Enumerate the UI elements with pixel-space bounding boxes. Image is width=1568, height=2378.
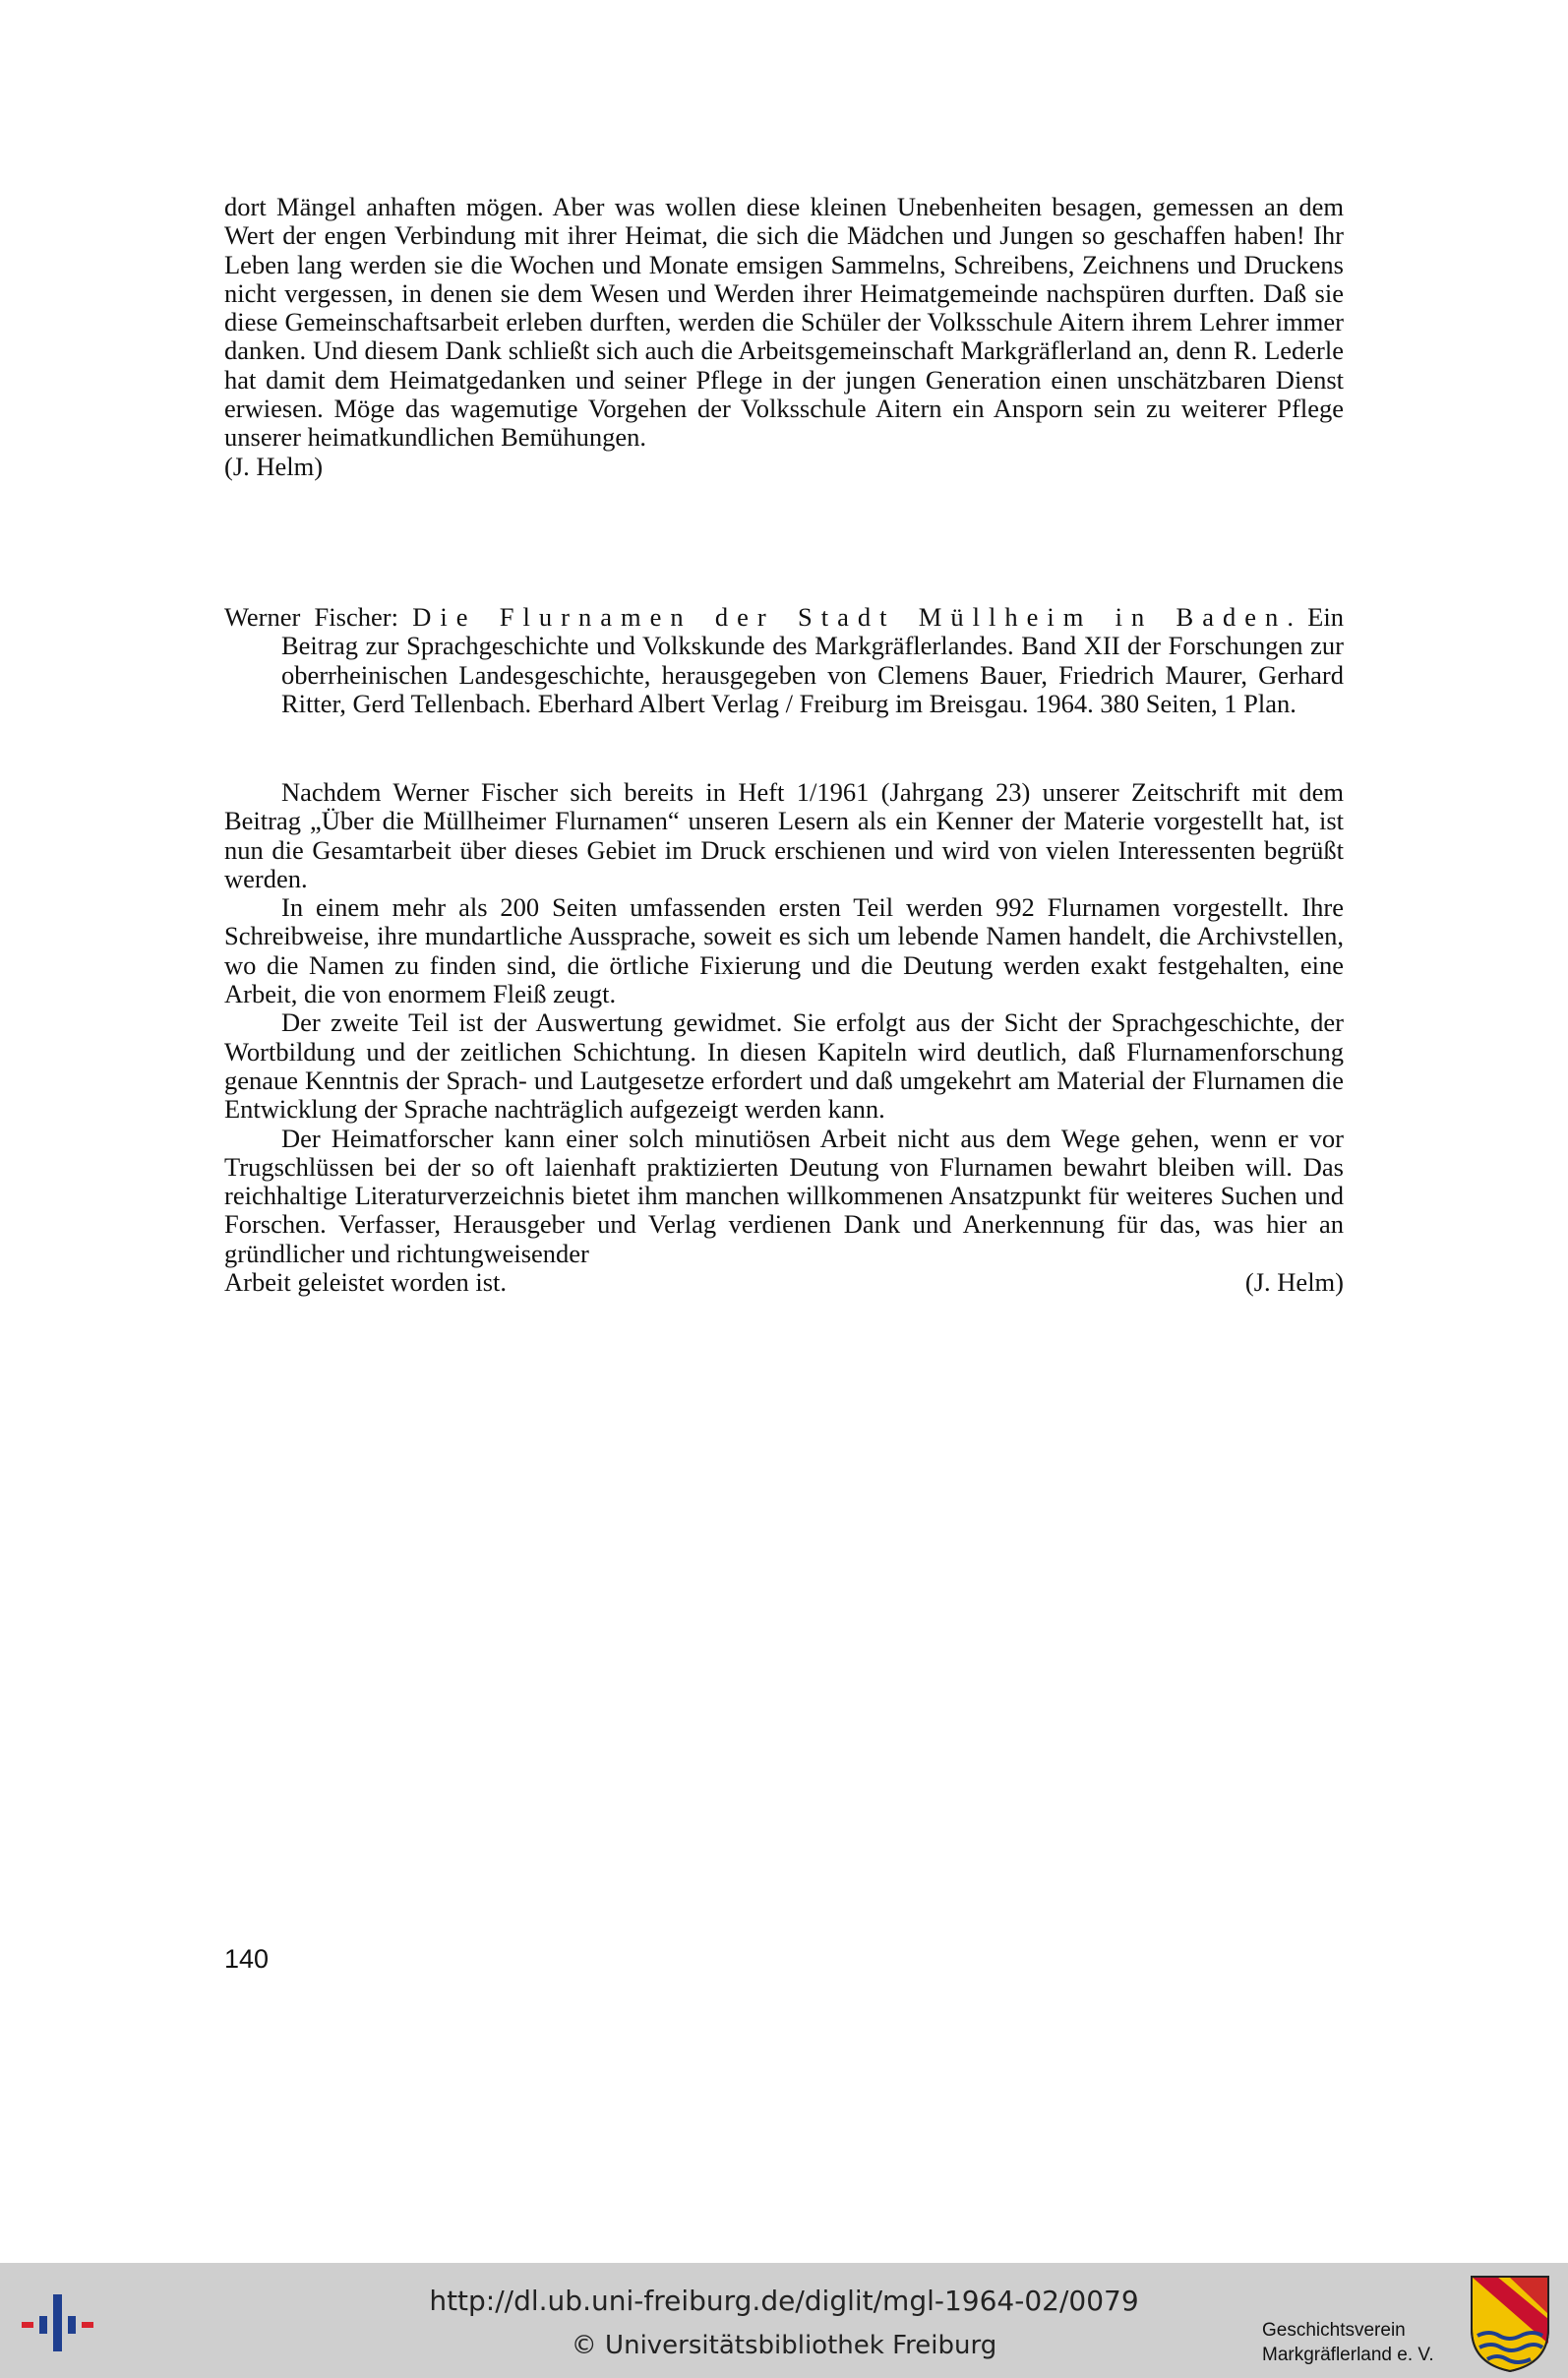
review-last-line	[224, 1268, 1344, 1297]
review-paragraph: Der zweite Teil ist der Auswertung gewidmet. Sie erfolgt aus der Sicht der Sprachgeschichte, der Wortbildung und der zeitlichen Schichtung. In diesen Kapiteln wird deutlich, daß Flurnamenforschung genaue Kenntnis der Sprach- und Lautgesetze erfordert und daß umgekehrt am Material der Flurnamen die Entwicklung der Sprache nachträglich aufgezeigt werden kann.	[224, 1007, 1344, 1125]
book-review	[224, 778, 1344, 1297]
coat-of-arms-icon	[1470, 2275, 1550, 2373]
review-paragraph: Der Heimatforscher kann einer solch minutiösen Arbeit nicht aus dem Wege gehen, wenn er vor Trugschlüssen bei der so oft laienhaft praktizierten Deutung von Flurnamen bewahrt bleiben will. Das reichhaltige Literaturverzeichnis bietet ihm manchen willkommenen Ansatzpunkt für weiteres Suchen und Forschen. Verfasser, Herausgeber und Verlag verdienen Dank und Anerkennung für das, was hier an gründlicher und richtungweisender	[224, 1123, 1344, 1268]
society-name-line1: Geschichtsverein	[1262, 2320, 1406, 2341]
footer-bar	[0, 2263, 1568, 2378]
review-continued	[224, 193, 1344, 481]
book-details: . Ein Beitrag zur Sprachgeschichte und Volkskunde des Markgräflerlandes. Band XII der Forschungen zur oberrheinischen Landesgeschichte, herausgegeben von Clemens Bauer, Friedrich Maurer, Gerhard Ritter, Gerd Tellenbach. Eberhard Albert Verlag / Freiburg im Breisgau. 1964. 380 Seiten, 1 Plan.	[281, 602, 1344, 718]
copyright-notice: © Universitätsbibliothek Freiburg	[571, 2331, 997, 2360]
review-paragraph: In einem mehr als 200 Seiten umfassenden ersten Teil werden 992 Flurnamen vorgestellt. Ihre Schreibweise, ihre mundartliche Aussprache, soweit es sich um lebende Namen handelt, die Archivstellen, wo die Namen zu finden sind, die örtliche Fixierung und die Deutung werden exakt festgehalten, eine Arbeit, die von enormem Fleiß zeugt.	[224, 892, 1344, 1009]
page-number: 140	[224, 1944, 270, 1974]
review-last-line-text: Arbeit geleistet worden ist.	[224, 1267, 508, 1298]
review-paragraph: dort Mängel anhaften mögen. Aber was wollen diese kleinen Unebenheiten besagen, gemessen an dem Wert der engen Verbindung mit ihrer Heimat, die sich die Mädchen und Jungen so geschaffen haben! Ihr Leben lang werden sie die Wochen und Monate emsigen Sammelns, Schreibens, Zeichnens und Druckens nicht vergessen, in denen sie dem Wesen und Werden ihrer Heimatgemeinde nachspüren durften. Daß sie diese Gemeinschaftsarbeit erleben durften, werden die Schüler der Volksschule Aitern ihrem Lehrer immer danken. Und diesem Dank schließt sich auch die Arbeitsgemeinschaft Markgräflerland an, denn R. Lederle hat damit dem Heimatgedanken und seiner Pflege in der jungen Generation einen unschätzbaren Dienst erwiesen. Möge das wagemutige Vorgehen der Volksschule Aitern ein Ansporn sein zu weiterer Pflege unserer heimatkundlichen Bemühungen.	[224, 192, 1344, 453]
review-signature: (J. Helm)	[1244, 1267, 1344, 1298]
society-name	[1262, 2318, 1434, 2367]
society-name-line2: Markgräflerland e. V.	[1262, 2345, 1434, 2365]
bibliographic-entry	[224, 603, 1344, 718]
review-signature: (J. Helm)	[224, 451, 324, 481]
review-paragraph: Nachdem Werner Fischer sich bereits in Heft 1/1961 (Jahrgang 23) unserer Zeitschrift mit dem Beitrag „Über die Müllheimer Flurnamen“ unseren Lesern als ein Kenner der Materie vorgestellt hat, ist nun die Gesamtarbeit über dieses Gebiet im Druck erschienen und wird von vielen Interessenten begrüßt werden.	[224, 777, 1344, 893]
book-title: Die Flurnamen der Stadt Müllheim in Baden	[412, 602, 1288, 632]
source-url-link[interactable]: http://dl.ub.uni-freiburg.de/diglit/mgl-1964-02/0079	[429, 2285, 1139, 2317]
book-author: Werner Fischer:	[224, 602, 413, 632]
